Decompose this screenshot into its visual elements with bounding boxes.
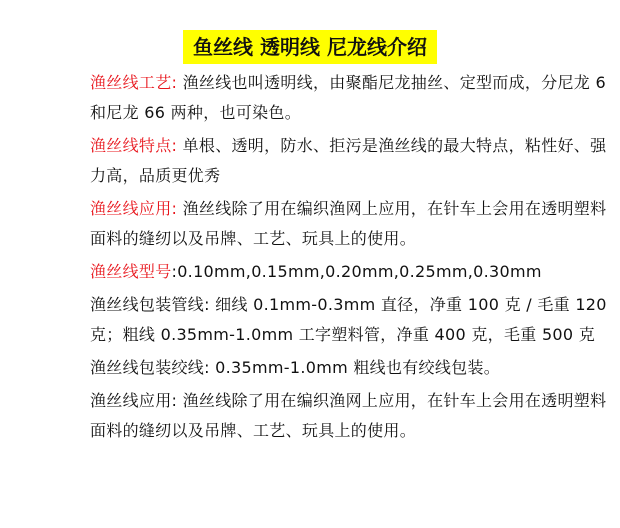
- label-models: 渔丝线型号: [90, 262, 172, 281]
- text-application: 渔丝线除了用在编织渔网上应用，在针车上会用在透明塑料面料的缝纫以及吊牌、工艺、玩具上的使用。: [90, 199, 607, 248]
- label-application: 渔丝线应用:: [90, 199, 178, 218]
- text-packaging-spool: 细线 0.1mm-0.3mm 直径，净重 100 克 / 毛重 120 克；粗线 0.35mm-1.0mm 工字塑料管，净重 400 克，毛重 500 克: [90, 295, 607, 344]
- text-application-repeat: 渔丝线除了用在编织渔网上应用，在针车上会用在透明塑料面料的缝纫以及吊牌、工艺、玩具上的使用。: [90, 391, 607, 440]
- label-packaging-skein: 渔丝线包装绞线:: [90, 358, 210, 377]
- paragraph-packaging-skein: [90, 353, 610, 383]
- paragraph-application-repeat: [90, 386, 610, 446]
- content-body: [90, 68, 610, 449]
- label-features: 渔丝线特点:: [90, 136, 178, 155]
- text-models: :0.10mm,0.15mm,0.20mm,0.25mm,0.30mm: [171, 262, 542, 281]
- paragraph-application: [90, 194, 610, 254]
- text-packaging-skein: 0.35mm-1.0mm 粗线也有绞线包装。: [209, 358, 501, 377]
- label-process: 渔丝线工艺:: [90, 73, 178, 92]
- paragraph-models: [90, 257, 610, 287]
- title-container: [0, 30, 620, 64]
- text-features: 单根、透明，防水、拒污是渔丝线的最大特点，粘性好、强力高，品质更优秀: [90, 136, 607, 185]
- text-process: 渔丝线也叫透明线，由聚酯尼龙抽丝、定型而成，分尼龙 6 和尼龙 66 两种，也可染色。: [90, 73, 606, 122]
- paragraph-packaging-spool: [90, 290, 610, 350]
- label-packaging-spool: 渔丝线包装管线:: [90, 295, 210, 314]
- label-application-repeat: 渔丝线应用:: [90, 391, 178, 410]
- paragraph-process: [90, 68, 610, 128]
- page-title: 鱼丝线 透明线 尼龙线介绍: [183, 30, 437, 64]
- paragraph-features: [90, 131, 610, 191]
